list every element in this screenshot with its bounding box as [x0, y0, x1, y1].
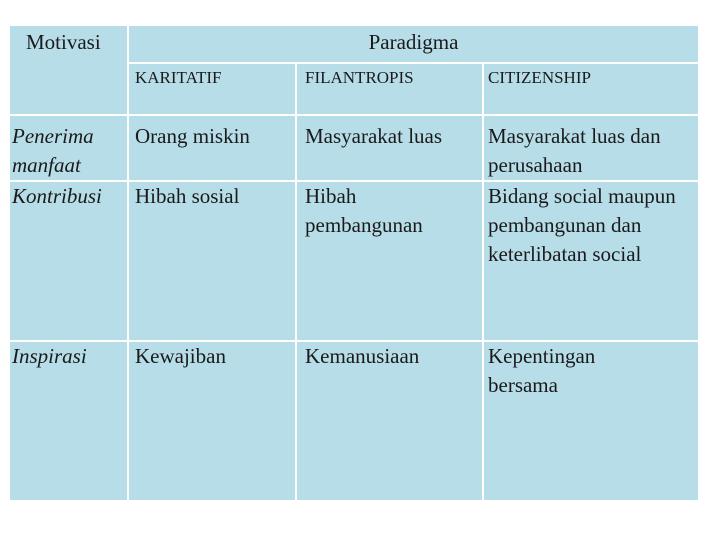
row-label-inspirasi [10, 342, 127, 500]
cell-penerima-karitatif [129, 116, 295, 180]
column-header-filantropis [297, 64, 482, 114]
cell-text: Hibah pembangunan [305, 184, 423, 237]
row-label-kontribusi [10, 182, 127, 340]
cell-text: Kemanusiaan [305, 344, 420, 368]
column-header-karitatif-label: KARITATIF [135, 68, 222, 87]
cell-text: Hibah sosial [135, 184, 240, 208]
cell-text: Masyarakat luas dan perusahaan [488, 124, 661, 177]
cell-kontribusi-karitatif [129, 182, 295, 340]
row-label-inspirasi-text: Inspirasi [12, 344, 87, 368]
cell-text: Kepentingan bersama [488, 344, 596, 397]
row-label-penerima-text: Penerima manfaat [12, 124, 94, 177]
cell-inspirasi-filantropis [297, 342, 482, 500]
cell-penerima-citizenship [484, 116, 698, 180]
cell-kontribusi-citizenship [484, 182, 698, 340]
row-label-kontribusi-text: Kontribusi [12, 184, 102, 208]
cell-text: Bidang social maupun pembangunan dan keterlibatan social [488, 184, 676, 266]
paradigm-table [10, 26, 698, 502]
cell-penerima-filantropis [297, 116, 482, 180]
column-header-citizenship [484, 64, 698, 114]
column-header-karitatif [129, 64, 295, 114]
header-paradigma-label: Paradigma [368, 30, 459, 54]
cell-text: Orang miskin [135, 124, 250, 148]
header-paradigma [129, 26, 698, 62]
cell-kontribusi-filantropis [297, 182, 482, 340]
column-header-citizenship-label: CITIZENSHIP [488, 68, 591, 87]
header-motivasi-label: Motivasi [26, 30, 101, 54]
cell-inspirasi-citizenship [484, 342, 698, 500]
cell-text: Masyarakat luas [305, 124, 443, 148]
column-header-filantropis-label: FILANTROPIS [305, 68, 414, 87]
row-label-penerima [10, 116, 127, 180]
header-motivasi [10, 26, 127, 114]
cell-inspirasi-karitatif [129, 342, 295, 500]
cell-text: Kewajiban [135, 344, 226, 368]
